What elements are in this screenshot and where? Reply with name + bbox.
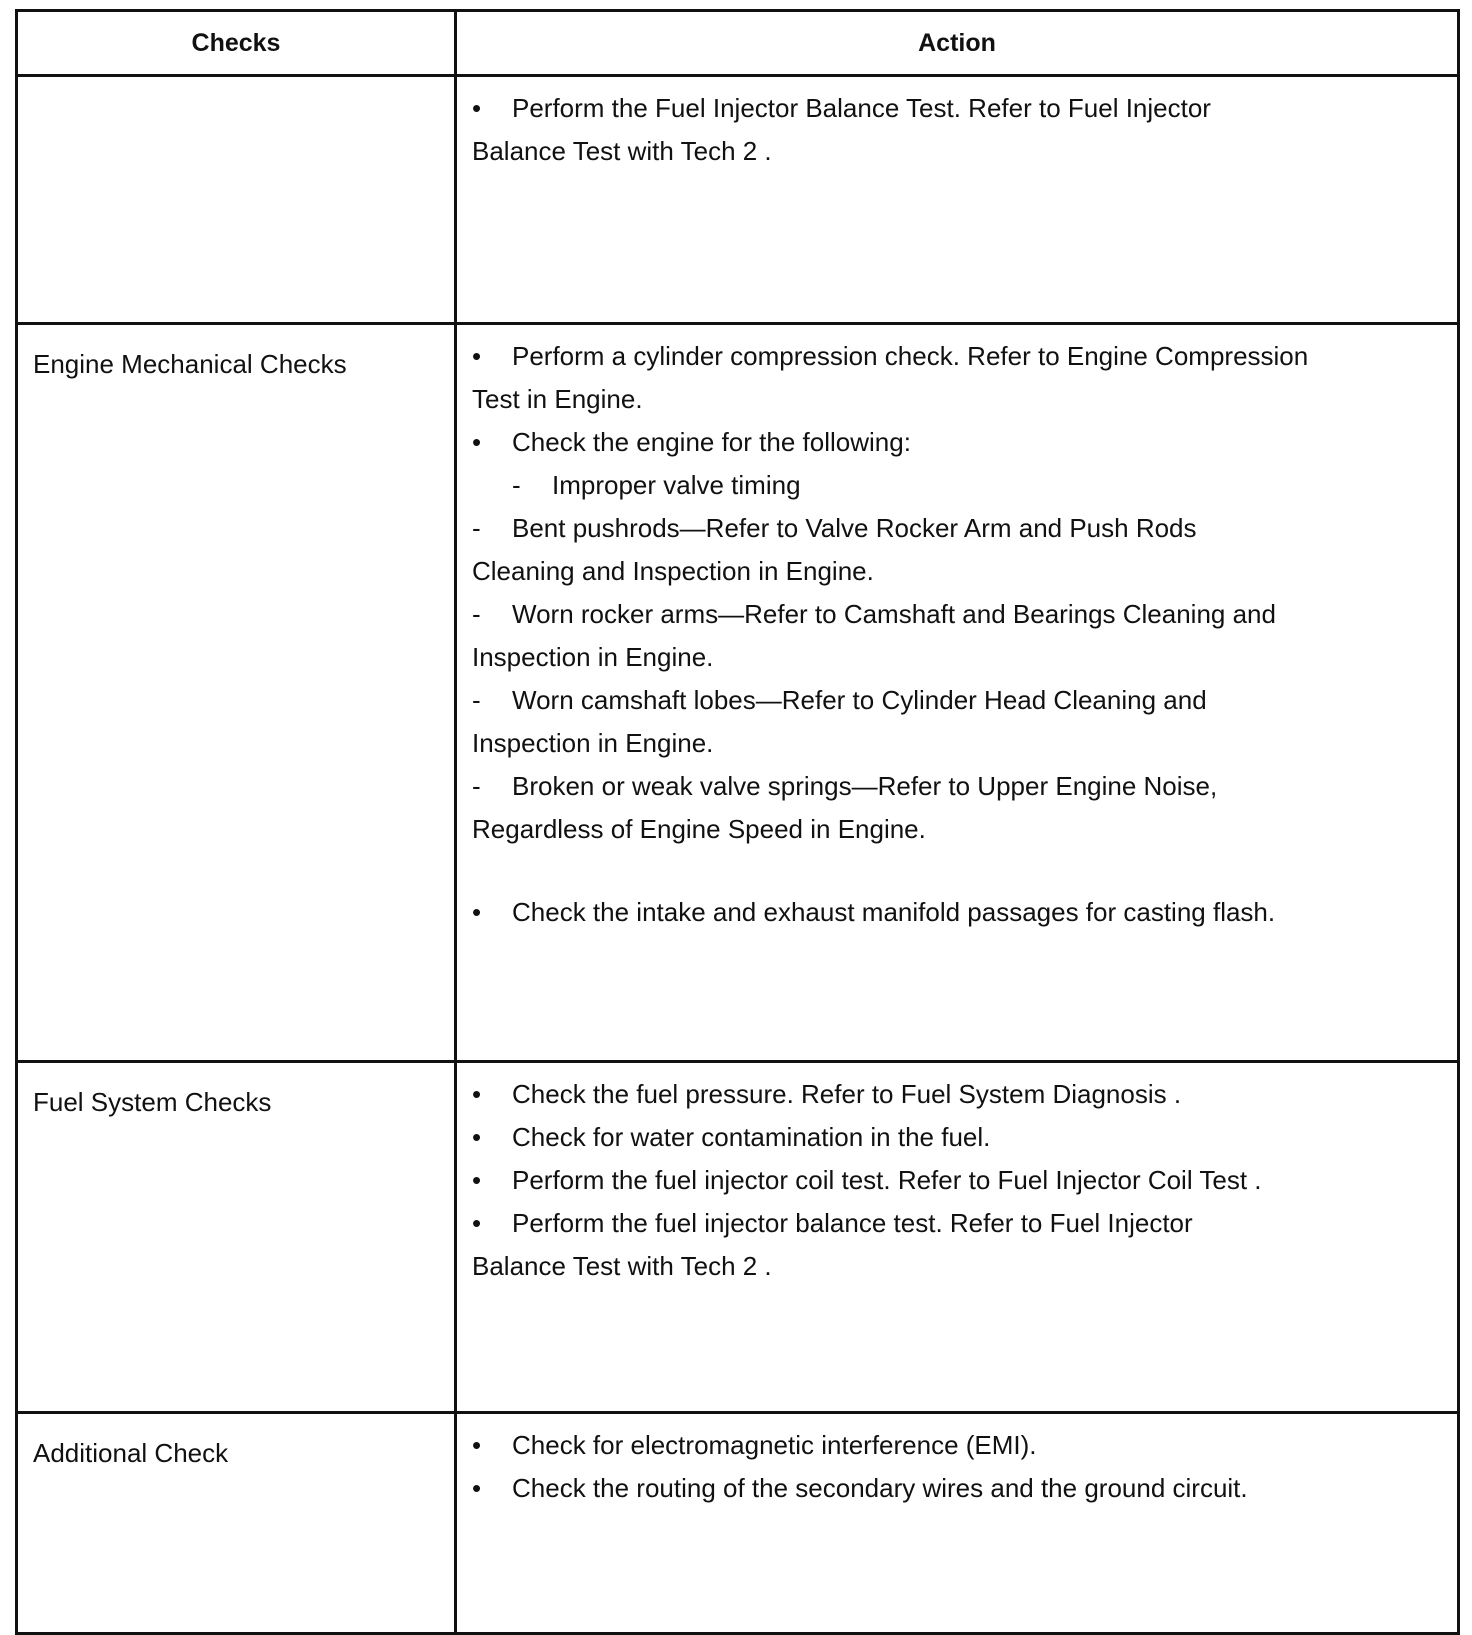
action-text: Test in Engine. [472,384,643,414]
dash-mark: - [472,599,481,629]
dash-mark: - [472,685,481,715]
action-line [472,1245,1417,1288]
bullet-mark: • [472,427,482,457]
bullet-mark: • [472,1122,482,1152]
action-line [472,1202,1417,1245]
action-line [472,87,1417,130]
bullet-mark: • [472,1208,482,1238]
action-text: Regardless of Engine Speed in Engine. [472,814,926,844]
action-cell [456,76,1459,324]
table-row [17,76,1459,324]
dash-mark: - [472,513,481,543]
action-line [472,550,1417,593]
table-row [17,1062,1459,1413]
action-text: Broken or weak valve springs—Refer to Upper Engine Noise, [512,771,1218,801]
action-text: Check the intake and exhaust manifold passages for casting flash. [512,897,1276,927]
action-column-header: Action [456,11,1459,76]
action-line [472,808,1417,851]
action-line [472,507,1417,550]
action-text: Perform the fuel injector balance test. Refer to Fuel Injector [512,1208,1193,1238]
bullet-mark: • [472,93,482,123]
check-cell: Additional Check [17,1413,456,1634]
bullet-mark: • [472,897,482,927]
check-cell: Fuel System Checks [17,1062,456,1413]
table-header-row [17,11,1459,76]
action-text: Inspection in Engine. [472,728,714,758]
action-text: Balance Test with Tech 2 . [472,1251,772,1281]
bullet-mark: • [472,1079,482,1109]
action-line [472,636,1417,679]
action-text: Check for water contamination in the fuel. [512,1122,991,1152]
action-cell [456,324,1459,1062]
table-row [17,324,1459,1062]
action-cell [456,1062,1459,1413]
action-line [472,464,1417,507]
action-text: Check the fuel pressure. Refer to Fuel System Diagnosis . [512,1079,1182,1109]
spacer [472,851,1417,891]
bullet-mark: • [472,1430,482,1460]
action-text: Worn camshaft lobes—Refer to Cylinder Head Cleaning and [512,685,1207,715]
bullet-mark: • [472,1165,482,1195]
action-text: Bent pushrods—Refer to Valve Rocker Arm and Push Rods [512,513,1197,543]
action-cell [456,1413,1459,1634]
action-line [472,1073,1417,1116]
action-line [472,891,1417,934]
bullet-mark: • [472,1473,482,1503]
action-text: Check for electromagnetic interference (EMI). [512,1430,1037,1460]
action-text: Worn rocker arms—Refer to Camshaft and Bearings Cleaning and [512,599,1276,629]
checks-column-header: Checks [17,11,456,76]
action-text: Inspection in Engine. [472,642,714,672]
action-text: Cleaning and Inspection in Engine. [472,556,874,586]
action-line [472,1424,1417,1467]
check-cell: Engine Mechanical Checks [17,324,456,1062]
action-line [472,593,1417,636]
action-line [472,378,1417,421]
action-line [472,1159,1417,1202]
action-text: Perform a cylinder compression check. Refer to Engine Compression [512,341,1309,371]
action-line [472,1467,1417,1510]
check-cell [17,76,456,324]
action-line [472,679,1417,722]
action-text: Balance Test with Tech 2 . [472,136,772,166]
action-text: Perform the fuel injector coil test. Refer to Fuel Injector Coil Test . [512,1165,1262,1195]
action-line [472,421,1417,464]
action-line [472,1116,1417,1159]
action-line [472,722,1417,765]
dash-mark: - [512,470,521,500]
diagnostic-checks-table [15,9,1460,1635]
table-row [17,1413,1459,1634]
action-text: Check the engine for the following: [512,427,911,457]
bullet-mark: • [472,341,482,371]
action-line [472,130,1417,173]
action-line [472,765,1417,808]
dash-mark: - [472,771,481,801]
action-text: Check the routing of the secondary wires and the ground circuit. [512,1473,1248,1503]
action-line [472,335,1417,378]
action-text: Perform the Fuel Injector Balance Test. Refer to Fuel Injector [512,93,1211,123]
action-text: Improper valve timing [552,470,801,500]
